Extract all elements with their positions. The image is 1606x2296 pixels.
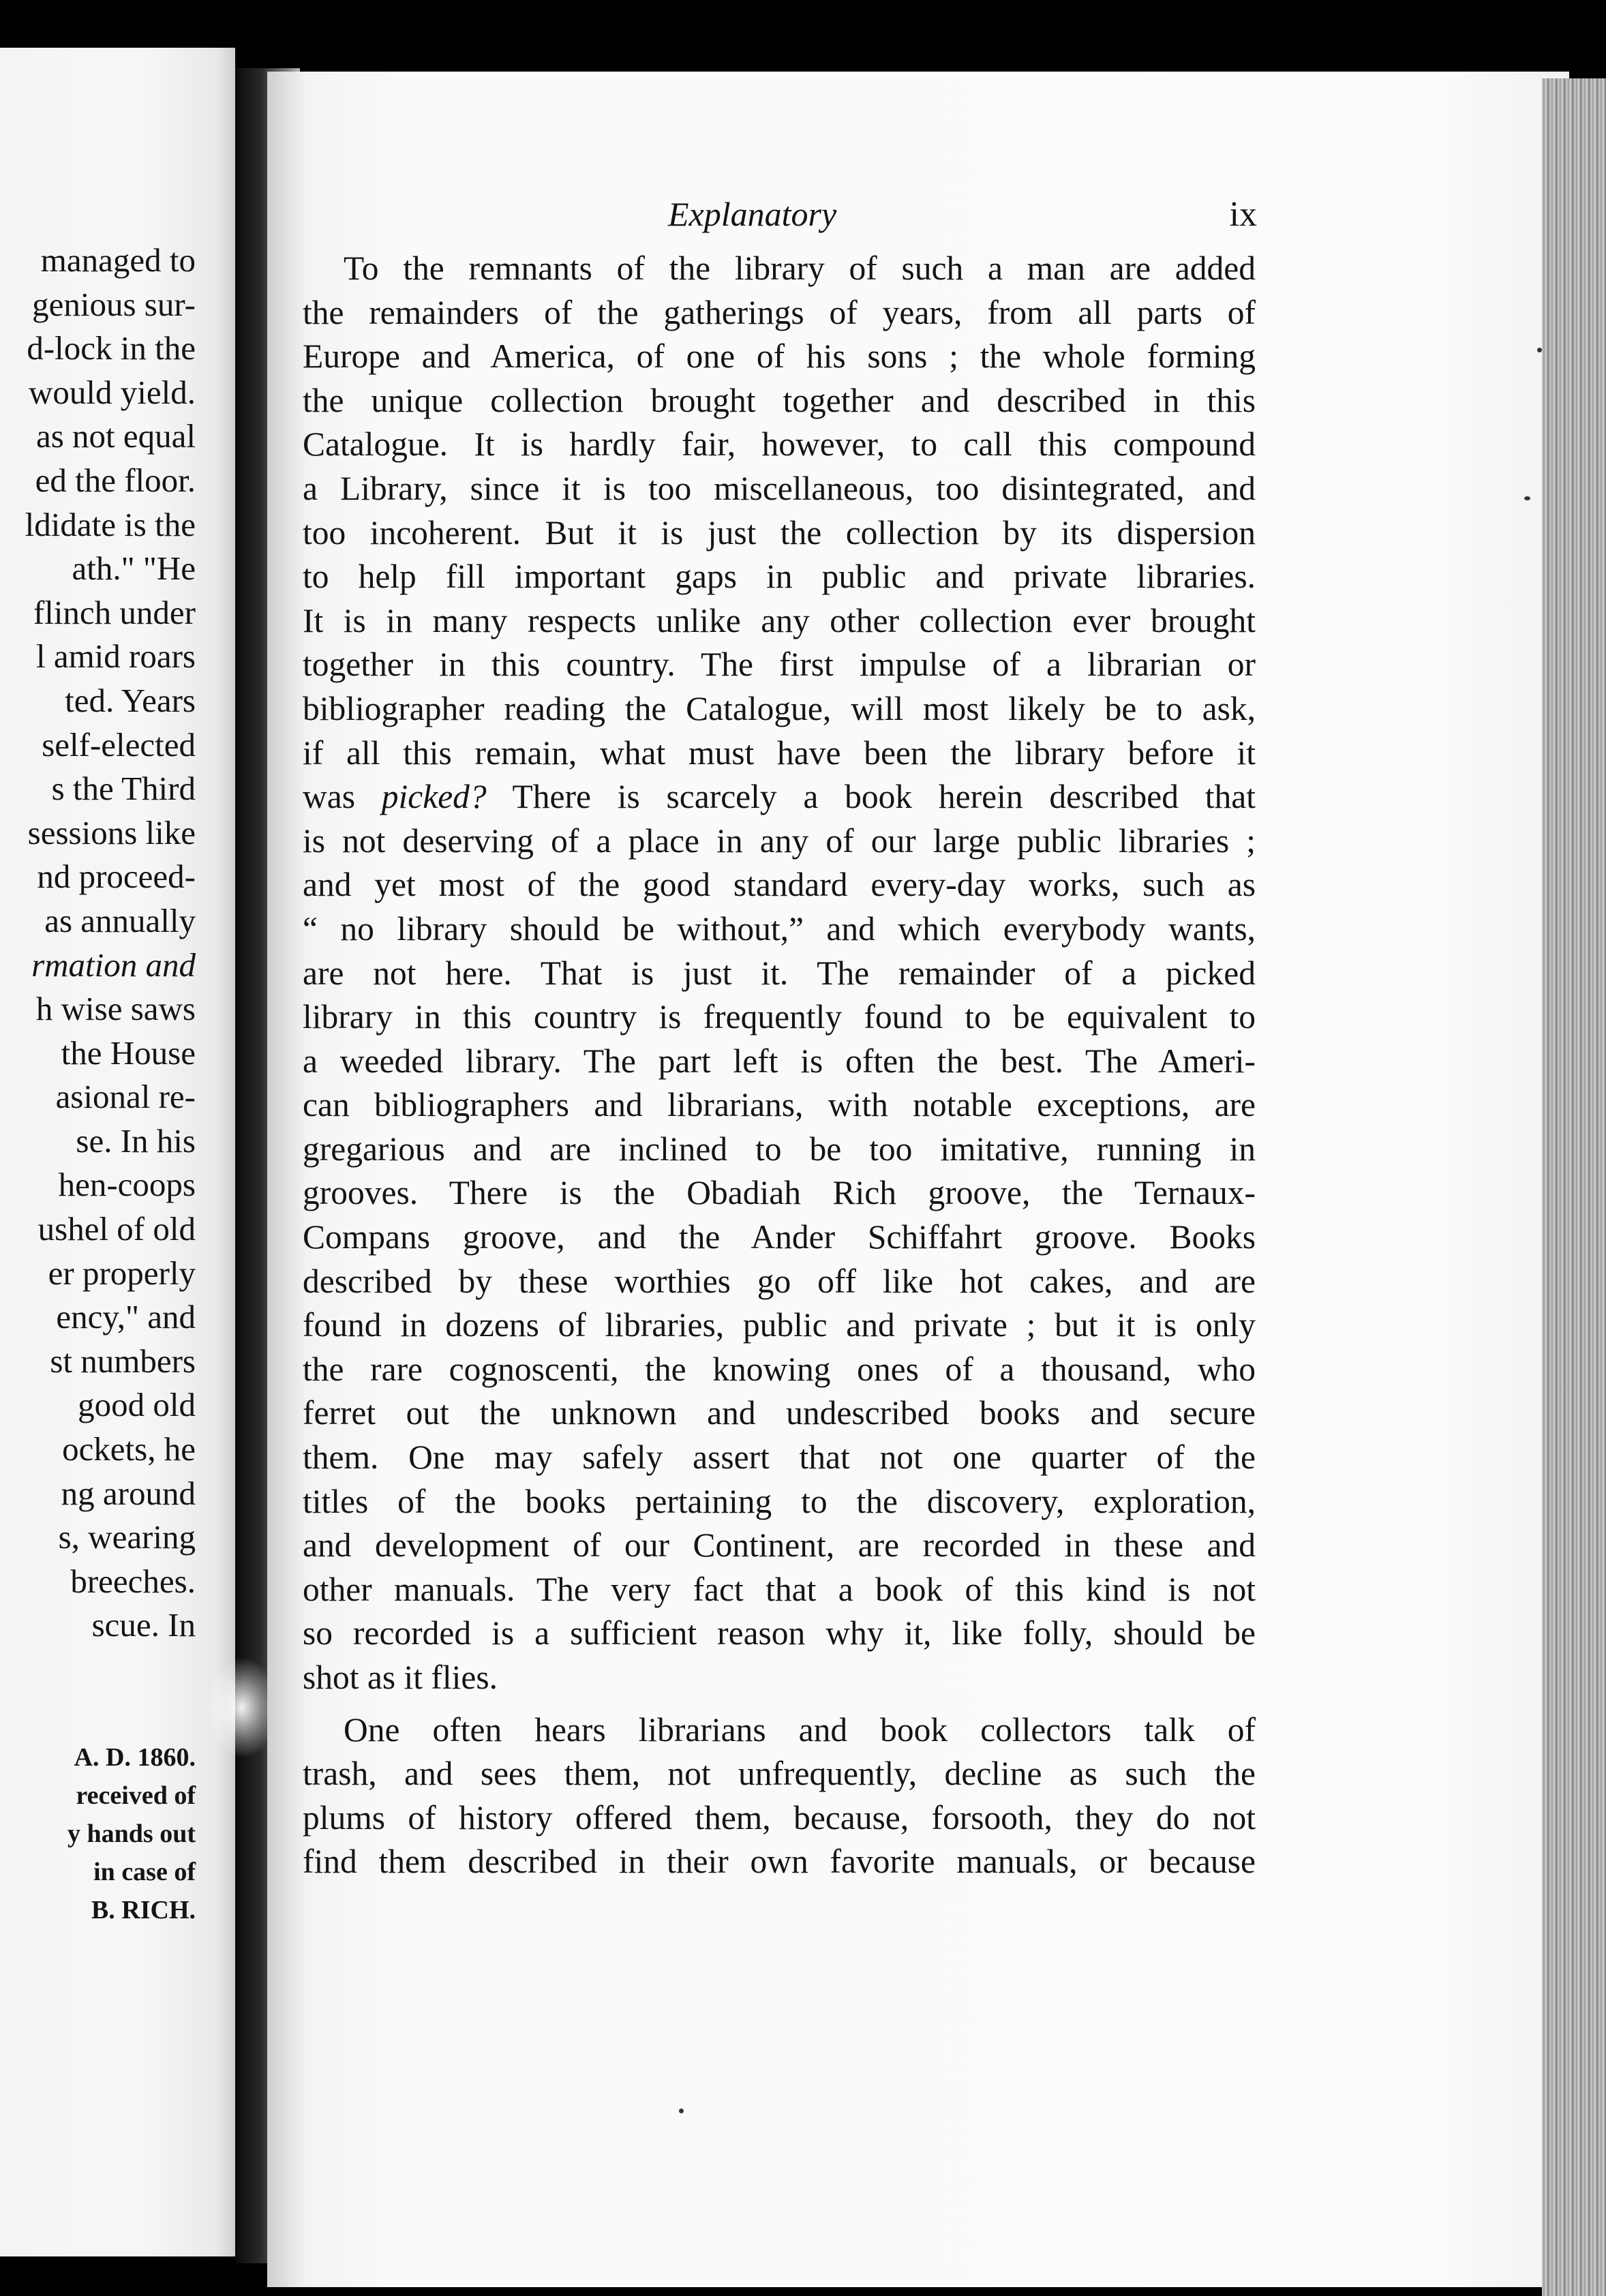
left-line: ng around: [61, 1474, 196, 1512]
text-line: find them described in their own favorite manuals, or because: [303, 1843, 1256, 1881]
left-line: st numbers: [50, 1342, 196, 1380]
text-line: found in dozens of libraries, public and private ; but it is only: [303, 1306, 1256, 1344]
text-line: the rare cognoscenti, the knowing ones of a thousand, who: [303, 1350, 1256, 1388]
left-line: nd proceed-: [37, 858, 196, 896]
left-line: asional re-: [55, 1078, 196, 1116]
left-line: d-lock in the: [27, 329, 196, 367]
text-line: gregarious and are inclined to be too imitative, running in: [303, 1130, 1256, 1168]
text-line: shot as it flies.: [303, 1659, 498, 1696]
text-line: grooves. There is the Obadiah Rich groove, the Ternaux-: [303, 1174, 1256, 1212]
text-line: Catalogue. It is hardly fair, however, to call this compound: [303, 425, 1256, 464]
text-line: them. One may safely assert that not one quarter of the: [303, 1438, 1256, 1477]
left-line: breeches.: [70, 1562, 196, 1600]
text-line: other manuals. The very fact that a book of this kind is not: [303, 1570, 1256, 1608]
note-line: received of: [76, 1781, 196, 1810]
left-line: rmation and: [31, 946, 196, 984]
text-line: “ no library should be without,” and which everybody wants,: [303, 909, 1256, 948]
paper-speck: [679, 2109, 684, 2113]
text-line: bibliographer reading the Catalogue, will most likely be to ask,: [303, 689, 1256, 727]
page-number: ix: [1229, 195, 1257, 234]
text-line: and development of our Continent, are recorded in these and: [303, 1526, 1256, 1565]
text-line: together in this country. The first impulse of a librarian or: [303, 646, 1256, 684]
left-line: ency," and: [56, 1298, 196, 1336]
text-line: ferret out the unknown and undescribed books and secure: [303, 1394, 1256, 1432]
left-line: l amid roars: [35, 637, 196, 676]
left-line: ath." "He: [72, 549, 196, 588]
text-line: Compans groove, and the Ander Schiffahrt groove. Books: [303, 1218, 1256, 1256]
left-line: er properly: [48, 1254, 196, 1292]
text-line: Europe and America, of one of his sons ; the whole forming: [303, 337, 1256, 376]
text-line: described by these worthies go off like hot cakes, and are: [303, 1262, 1256, 1300]
left-line: h wise saws: [35, 990, 196, 1028]
text-line: if all this remain, what must have been the library before it: [303, 734, 1256, 772]
note-line: y hands out: [67, 1819, 196, 1848]
paper-speck: [1537, 348, 1542, 352]
left-facing-page: [0, 48, 235, 2256]
left-line: the House: [61, 1033, 196, 1072]
running-head: [300, 194, 1257, 235]
text-line: One often hears librarians and book collectors talk of: [344, 1710, 1256, 1749]
text-line: the remainders of the gatherings of years, from all parts of: [303, 293, 1256, 331]
text-line: It is in many respects unlike any other collection ever brought: [303, 601, 1256, 639]
note-line: A. D. 1860.: [74, 1743, 196, 1772]
text-line: can bibliographers and librarians, with notable exceptions, are: [303, 1086, 1256, 1124]
left-line: s, wearing: [58, 1518, 196, 1556]
text-line: was picked? There is scarcely a book herein described that: [303, 778, 1256, 816]
text-line: To the remnants of the library of such a man are added: [344, 250, 1256, 287]
text-line: trash, and sees them, not unfrequently, decline as such the: [303, 1755, 1256, 1793]
left-line: would yield.: [29, 373, 196, 411]
left-line: as not equal: [35, 417, 196, 455]
left-line: ed the floor.: [35, 461, 196, 499]
text-line: plums of history offered them, because, forsooth, they do not: [303, 1798, 1256, 1837]
paper-speck: [1524, 496, 1530, 500]
left-line: ushel of old: [37, 1210, 196, 1248]
left-line: self-elected: [42, 725, 196, 764]
text-line: a weeded library. The part left is often the best. The Ameri-: [303, 1042, 1256, 1080]
left-page-note: [67, 1738, 196, 1929]
note-line: B. RICH.: [91, 1896, 196, 1924]
text-line: are not here. That is just it. The remainder of a picked: [303, 954, 1256, 992]
body-text: [303, 247, 1256, 1884]
left-line: s the Third: [51, 770, 196, 808]
left-line: good old: [78, 1386, 196, 1424]
left-line: ted. Years: [65, 681, 196, 719]
note-line: in case of: [93, 1858, 196, 1886]
left-line: se. In his: [76, 1121, 196, 1160]
text-line: a Library, since it is too miscellaneous, too disintegrated, and: [303, 469, 1256, 507]
left-line: ldidate is the: [25, 505, 196, 543]
text-line: and yet most of the good standard every-day works, such as: [303, 866, 1256, 904]
running-title: Explanatory: [668, 195, 837, 233]
left-line: managed to: [40, 241, 196, 279]
text-line: the unique collection brought together and described in this: [303, 381, 1256, 419]
text-line: library in this country is frequently found to be equivalent to: [303, 998, 1256, 1036]
left-page-text: [25, 239, 196, 1648]
left-line: hen-coops: [58, 1166, 196, 1204]
left-line: ockets, he: [62, 1430, 196, 1468]
text-line: titles of the books pertaining to the discovery, exploration,: [303, 1482, 1256, 1520]
text-line: too incoherent. But it is just the collection by its dispersion: [303, 513, 1256, 552]
left-line: genious sur-: [32, 285, 196, 323]
text-line: is not deserving of a place in any of our large public libraries ;: [303, 821, 1256, 860]
text-line: so recorded is a sufficient reason why it, like folly, should be: [303, 1614, 1256, 1652]
left-line: sessions like: [27, 813, 196, 851]
left-line: flinch under: [33, 593, 196, 631]
text-line: to help fill important gaps in public and private libraries.: [303, 558, 1256, 596]
left-line: as annually: [44, 901, 196, 939]
left-line: scue. In: [91, 1606, 196, 1644]
page-edges: [1542, 78, 1606, 2296]
italic-emphasis: picked?: [381, 778, 487, 816]
